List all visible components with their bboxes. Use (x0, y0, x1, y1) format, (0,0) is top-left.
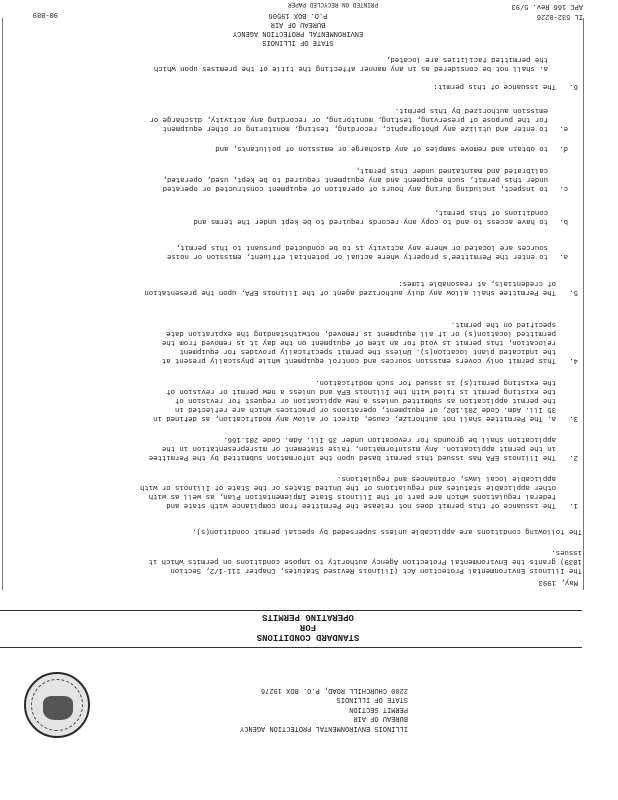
header-mid (178, 10, 418, 46)
intro-line: 1039) grants the Environmental Protection Agency authority to impose conditions on permits which it (148, 557, 582, 565)
condition-line: permitted location(s) or if all equipment is removed, notwithstanding the expiration date (166, 329, 556, 337)
condition-line: The issuance of this permit does not release the Permittee from compliance with state and (166, 501, 556, 509)
title-line: OPERATING PERMITS (262, 612, 354, 622)
condition-line: application shall be grounds for revocation under 35 Ill. Adm. Code 201.166. (223, 435, 556, 443)
condition-line: for the purpose of preserving, testing, monitoring, or recording any activity, discharge or (149, 115, 548, 123)
header-mid-line: BUREAU OF AIR (270, 20, 326, 28)
condition-line: applicable local laws, ordinances and regulations. (337, 474, 556, 482)
intro-line: issues. (551, 548, 582, 556)
recycled-stamp: PRINTED ON RECYCLED PAPER (287, 1, 378, 8)
subcondition-letter: b. (559, 217, 568, 225)
condition-line: emission authorized by this permit. (394, 106, 548, 114)
letterhead-line: PERMIT SECTION (349, 705, 408, 713)
condition-line: of credentials, at reasonable times: (398, 279, 556, 287)
condition-line: sources are located or where any activity is to be conducted pursuant to this permit, (175, 243, 548, 251)
condition-line: calibrated and maintained under this permit, (355, 166, 548, 174)
condition-line: the existing permit(s) is issued for such modification. (315, 378, 556, 386)
condition-number: 5. (569, 288, 578, 296)
condition-number: 3. (569, 414, 578, 422)
title-line: STANDARD CONDITIONS (256, 632, 360, 642)
condition-line: The Illinois EPA has issued this permit based upon the information submitted by the Permittee (148, 453, 556, 461)
letterhead (168, 685, 408, 733)
subcondition-letter: d. (559, 144, 568, 152)
document-title (198, 612, 418, 642)
header-mid-line: ENVIRONMENTAL PROTECTION AGENCY (232, 29, 364, 37)
condition-number: 1. (569, 501, 578, 509)
letterhead-line: STATE OF ILLINOIS (336, 695, 408, 704)
condition-line: to enter and utilize any photographic, recording, testing, monitoring or other equipment (162, 124, 548, 132)
condition-line: conditions of this permit, (434, 208, 548, 216)
subcondition-letter: e. (559, 124, 568, 132)
title-line: FOR (299, 622, 317, 632)
condition-line: the permitted facilities are located, (385, 55, 548, 63)
letterhead-line: 2200 CHURCHILL ROAD, P.O. BOX 19276 (260, 686, 408, 694)
subcondition-letter: c. (559, 184, 568, 192)
condition-line: to enter the Permittee's property where actual or potential effluent, emission or noise (167, 252, 548, 260)
form-number: IL 532-0226 (536, 12, 583, 20)
intro-line: The Illinois Environmental Protection Act (Illinois Revised Statutes, Chapter 111-1/2, Section (170, 566, 582, 574)
condition-line: a. The Permittee shall not authorize, cause, direct or allow any modification, as defined in (153, 414, 556, 422)
page-code: 90-889 (32, 10, 58, 18)
condition-line: The issuance of this permit: (433, 82, 556, 90)
date-line: May, 1993 (538, 578, 578, 586)
state-seal-icon (24, 672, 90, 738)
condition-line: under this permit, such equipment and any equipment required to be kept, used, operated, (162, 175, 548, 183)
condition-line: a. shall not be considered as in any manner affecting the title of the premises upon which (153, 64, 548, 72)
condition-number: 6. (569, 82, 578, 90)
condition-line: The Permittee shall allow any duly authorized agent of the Illinois EPA, upon the presentation (144, 288, 556, 296)
header-mid-line: P.O. BOX 19506 (268, 11, 328, 19)
condition-line: to have access to and to copy any records required to be kept under the terms and (193, 217, 548, 225)
condition-line: the indicated plant location(s). Unless the permit specifically provides for equipment (179, 347, 556, 355)
condition-line: to inspect, including during any hours of operation of equipment constructed or operated (162, 184, 548, 192)
condition-number: 2. (569, 453, 578, 461)
condition-line: relocation, this permit is void for an item of equipment on the day it is removed from the (161, 338, 556, 346)
condition-line: in the permit application. Any misinformation, false statement or misrepresentation in the (161, 444, 556, 452)
divider (0, 610, 582, 611)
divider (0, 647, 582, 648)
condition-number: 4. (569, 356, 578, 364)
letterhead-line: ILLINOIS ENVIRONMENTAL PROTECTION AGENCY (239, 724, 408, 732)
condition-line: 35 Ill. Adm. Code 201.102, of equipment, operations or practices which are reflected in (175, 405, 556, 413)
condition-line: This permit only covers emission sources and control equipment while physically present at (161, 356, 556, 364)
subcondition-letter: a. (559, 252, 568, 260)
condition-line: federal regulations which are part of the Illinois State Implementation Plan, as well as with (148, 492, 556, 500)
condition-line: the permit application as submitted unless a new application or request for revision of (175, 396, 556, 404)
header-mid-line: STATE OF ILLINOIS (262, 38, 334, 46)
letterhead-line: BUREAU OF AIR (353, 714, 408, 723)
lead-in: The following conditions are applicable unless superseded by special permit condition(s). (192, 527, 582, 535)
condition-line: specified on the permit. (450, 320, 556, 328)
condition-line: other applicable statutes and regulations of the United States or the State of Illinois or with (140, 483, 556, 491)
revision-code: APC 166 Rev. 5/93 (511, 2, 583, 10)
condition-line: the existing permit is filed with the Illinois EPA and unless a new permit or revision of (166, 387, 556, 395)
condition-line: to obtain and remove samples of any discharge or emission of pollutants, and (215, 144, 548, 152)
